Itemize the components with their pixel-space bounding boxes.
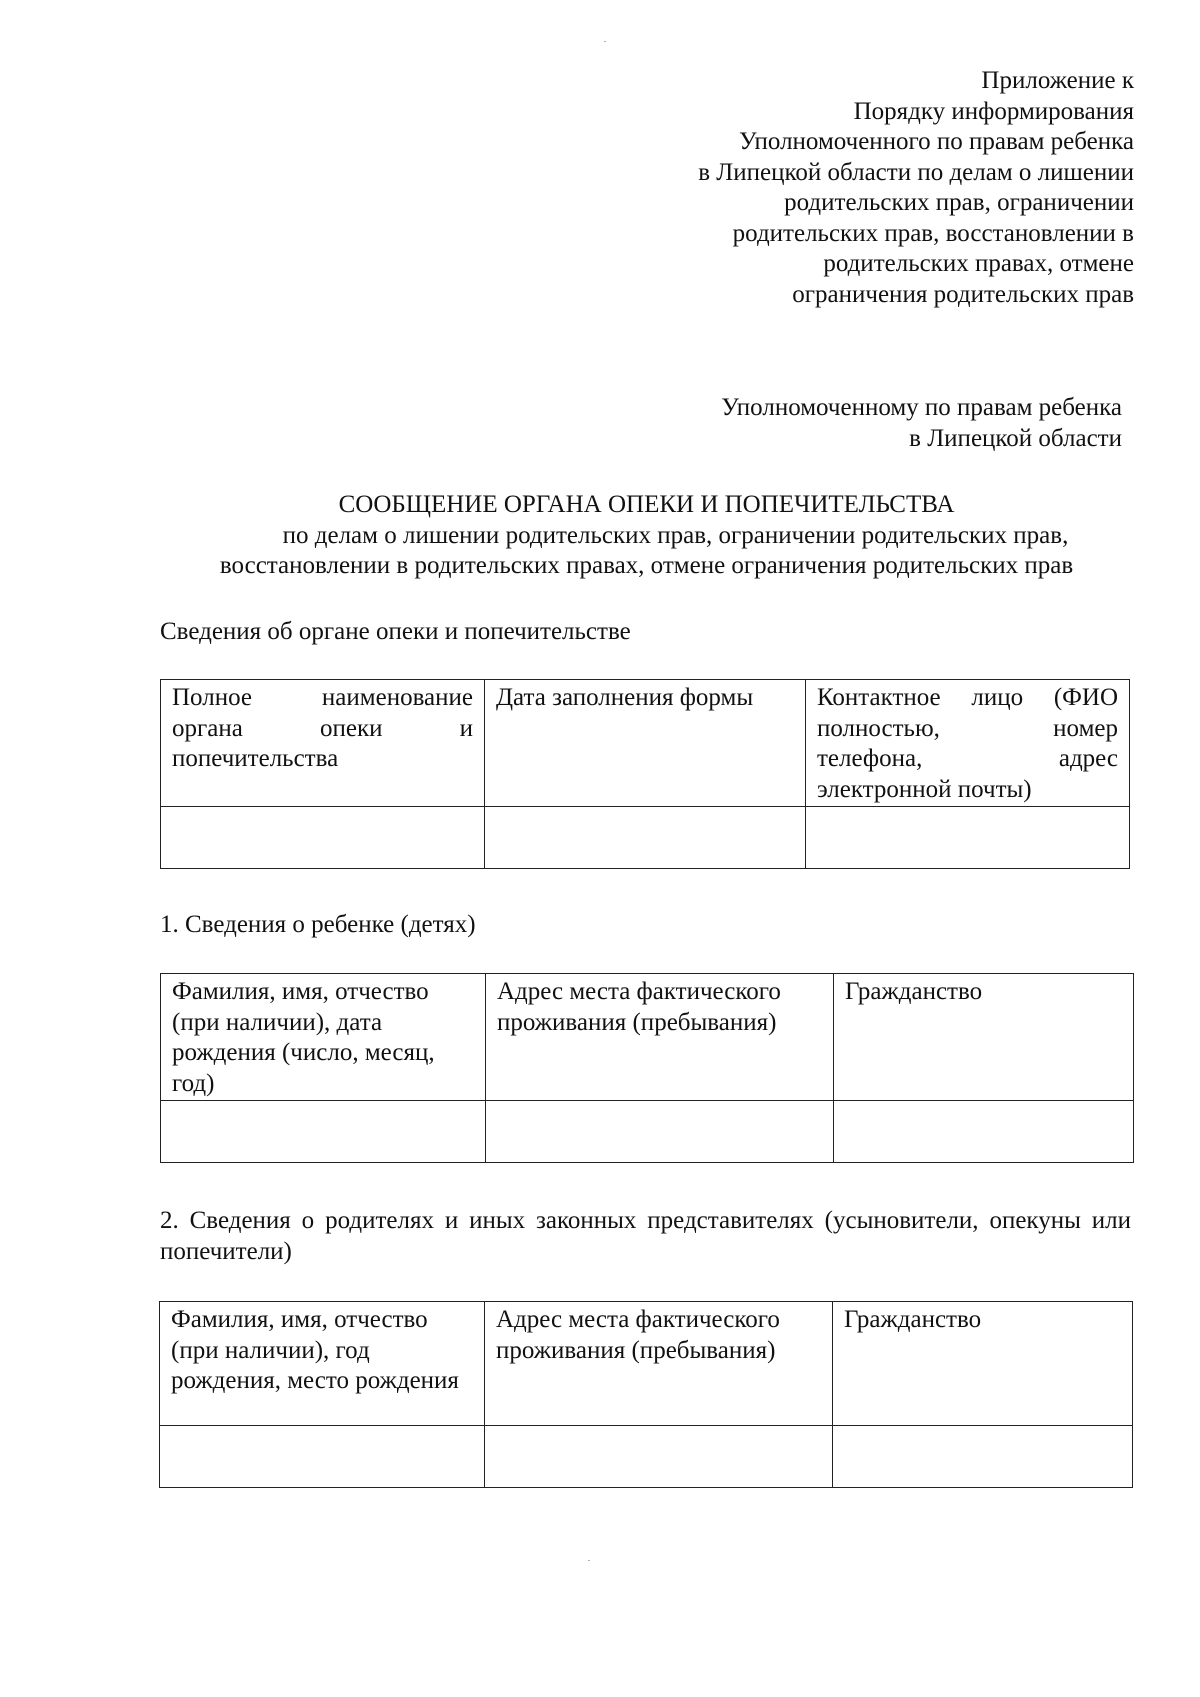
header-cell-contact-person: Контактное лицо (ФИО полностью, номер телефона, адрес электронной почты) bbox=[806, 680, 1130, 807]
guardianship-section-label: Сведения об органе опеки и попечительстве bbox=[160, 618, 631, 645]
parent-name-cell[interactable] bbox=[160, 1426, 485, 1488]
parents-table bbox=[159, 1301, 1133, 1488]
header-cell-parent-citizenship: Гражданство bbox=[833, 1302, 1133, 1426]
addressee-line: в Липецкой области bbox=[909, 424, 1122, 452]
document-subtitle-line: по делам о лишении родительских прав, ограничении родительских прав, bbox=[282, 521, 1069, 549]
addressee bbox=[721, 393, 1122, 454]
child-table bbox=[160, 973, 1134, 1163]
appendix-line: родительских прав, восстановлении в bbox=[732, 219, 1134, 247]
appendix-header bbox=[698, 66, 1134, 310]
header-cell-parent-name: Фамилия, имя, отчество (при наличии), год рождения, место рождения bbox=[160, 1302, 485, 1426]
child-citizenship-cell[interactable] bbox=[834, 1101, 1134, 1163]
header-cell-parent-address: Адрес места фактического проживания (пребывания) bbox=[485, 1302, 833, 1426]
parent-citizenship-cell[interactable] bbox=[833, 1426, 1133, 1488]
document-title bbox=[160, 490, 1133, 582]
guardianship-table bbox=[160, 679, 1130, 869]
table-header-row bbox=[160, 1302, 1133, 1426]
table-header-row bbox=[161, 680, 1130, 807]
scan-speck bbox=[604, 41, 606, 42]
appendix-line: Приложение к bbox=[981, 67, 1134, 94]
header-cell-child-citizenship: Гражданство bbox=[834, 974, 1134, 1101]
appendix-line: ограничения родительских прав bbox=[792, 280, 1134, 308]
header-cell-authority-name: Полное наименование органа опеки и попечительства bbox=[161, 680, 485, 807]
header-cell-child-name: Фамилия, имя, отчество (при наличии), дата рождения (число, месяц, год) bbox=[161, 974, 486, 1101]
table-row bbox=[161, 807, 1130, 869]
child-name-cell[interactable] bbox=[161, 1101, 486, 1163]
child-section-label: 1. Сведения о ребенке (детях) bbox=[160, 911, 476, 938]
scan-speck bbox=[588, 1560, 590, 1561]
document-title-main: СООБЩЕНИЕ ОРГАНА ОПЕКИ И ПОПЕЧИТЕЛЬСТВА bbox=[338, 491, 955, 518]
form-date-cell[interactable] bbox=[485, 807, 806, 869]
parents-section-label: 2. Сведения о родителях и иных законных представителях (усыновители, опекуны или попечители) bbox=[160, 1207, 1131, 1265]
header-cell-form-date: Дата заполнения формы bbox=[485, 680, 806, 807]
header-cell-child-address: Адрес места фактического проживания (пребывания) bbox=[486, 974, 834, 1101]
addressee-line: Уполномоченному по правам ребенка bbox=[721, 394, 1122, 421]
document-subtitle-line: восстановлении в родительских правах, отмене ограничения родительских прав bbox=[219, 552, 1074, 579]
parent-address-cell[interactable] bbox=[485, 1426, 833, 1488]
appendix-line: Порядку информирования bbox=[853, 97, 1134, 125]
child-address-cell[interactable] bbox=[486, 1101, 834, 1163]
table-row bbox=[161, 1101, 1134, 1163]
appendix-line: родительских прав, ограничении bbox=[784, 189, 1134, 216]
contact-person-cell[interactable] bbox=[806, 807, 1130, 869]
appendix-line: Уполномоченного по правам ребенка bbox=[739, 128, 1134, 155]
appendix-line: в Липецкой области по делам о лишении bbox=[698, 158, 1134, 186]
authority-name-cell[interactable] bbox=[161, 807, 485, 869]
table-header-row bbox=[161, 974, 1134, 1101]
appendix-line: родительских правах, отмене bbox=[823, 250, 1134, 277]
table-row bbox=[160, 1426, 1133, 1488]
